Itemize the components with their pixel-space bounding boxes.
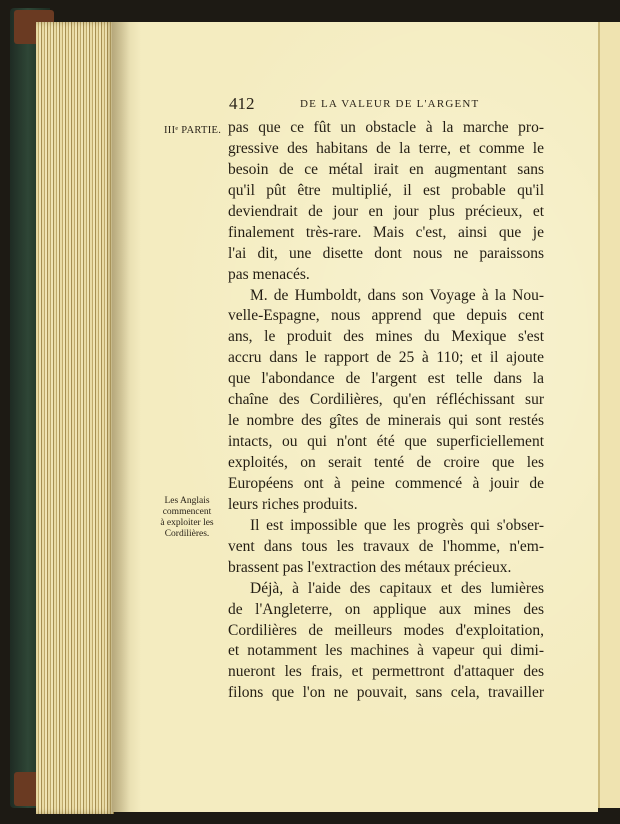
text-line: de l'Angleterre, on applique aux mines des [228, 600, 544, 618]
margin-partie-label: IIIᵉ PARTIE. [164, 125, 222, 136]
margin-note-line: à exploiter les [160, 518, 214, 528]
margin-note-line: Les Anglais [164, 496, 210, 506]
text-line: leurs riches produits. [228, 495, 358, 513]
body-text [228, 118, 544, 704]
text-line: pas menacés. [228, 265, 310, 283]
text-line: nueront les frais, et permettront d'attaquer des [228, 663, 544, 681]
text-line: et notamment les machines à vapeur qui dimi- [228, 642, 544, 660]
text-line: l'ai dit, une disette dont nous ne paraissons [228, 244, 544, 262]
text-line: qu'il pût être multiplié, il est probable qu'il [228, 181, 544, 199]
text-line: filons que l'on ne pouvait, sans cela, travailler [228, 684, 544, 702]
text-line: deviendrait de jour en jour plus précieux, et [228, 202, 544, 220]
text-line: vent dans tous les travaux de l'homme, n'em- [228, 537, 544, 555]
text-line: velle-Espagne, nous apprend que depuis cent [228, 307, 544, 325]
page-gutter [112, 22, 130, 812]
text-line: intacts, ou qui n'ont été que superficiellement [228, 433, 544, 451]
text-line: Il est impossible que les progrès qui s'obser- [250, 516, 544, 534]
text-line: Cordilières de meilleurs modes d'exploitation, [228, 621, 544, 639]
text-line: Déjà, à l'aide des capitaux et des lumières [250, 579, 544, 597]
text-line: finalement très-rare. Mais c'est, ainsi que je [228, 223, 544, 241]
text-line: brassent pas l'extraction des métaux précieux. [228, 558, 512, 576]
text-line: chaîne des Cordilières, qu'en réfléchissant sur [228, 391, 544, 409]
text-line: ans, le produit des mines du Mexique s'est [228, 328, 544, 346]
page-edges [36, 22, 114, 814]
margin-note [152, 496, 222, 540]
text-line: M. de Humboldt, dans son Voyage à la Nou- [250, 286, 544, 304]
text-line: pas que ce fût un obstacle à la marche pro- [228, 119, 544, 136]
text-line: que l'abondance de l'argent est telle dans la [228, 370, 544, 388]
text-line: le nombre des gîtes de minerais qui sont restés [228, 412, 544, 430]
page-number: 412 [229, 94, 255, 113]
text-line: besoin de ce métal irait en augmentant sans [228, 160, 544, 178]
book-page [112, 22, 598, 812]
text-line: Européens ont à peine commencé à jouir de [228, 474, 544, 492]
margin-note-line: commencent [162, 507, 212, 517]
text-line: accru dans le rapport de 25 à 110; et il ajoute [228, 349, 544, 367]
text-line: gressive des habitans de la terre, et comme le [228, 139, 544, 157]
margin-note-line: Cordilières. [164, 529, 210, 539]
running-head: DE LA VALEUR DE L'ARGENT [300, 98, 480, 110]
facing-page-edge [598, 22, 620, 808]
text-line: exploités, on serait tenté de croire que les [228, 454, 544, 471]
